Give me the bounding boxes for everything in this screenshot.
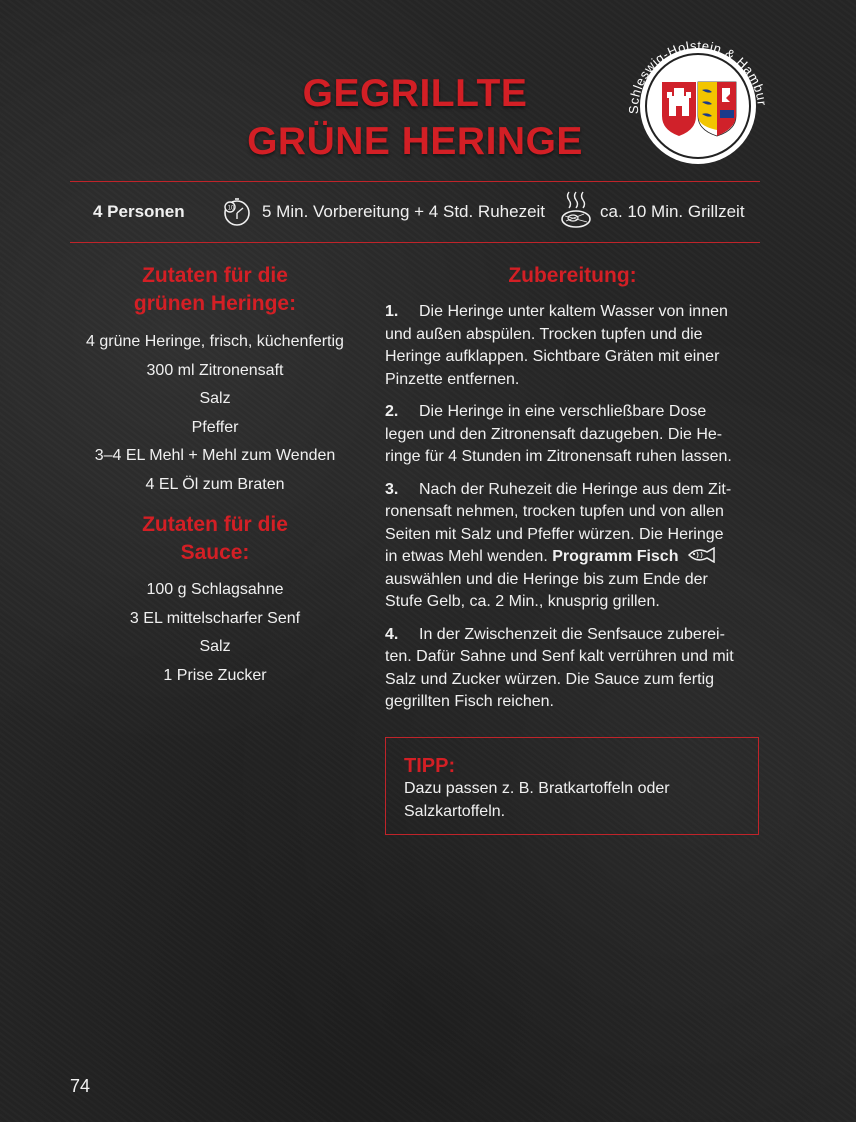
step-line: ringe für 4 Stunden im Zitronensaft ruhen lassen. bbox=[385, 448, 732, 465]
list-item: 300 ml Zitronensaft bbox=[146, 361, 284, 379]
step-number: 4. bbox=[385, 625, 399, 643]
ingredients-herring bbox=[70, 262, 360, 499]
tip-line: Dazu passen z. B. Bratkartoffeln oder bbox=[404, 780, 670, 797]
steak-icon bbox=[557, 190, 595, 230]
tip-line: Salzkartoffeln. bbox=[404, 802, 506, 820]
ingredients-sauce-title-line2: Sauce: bbox=[180, 541, 250, 564]
list-item: Pfeffer bbox=[191, 418, 239, 436]
list-item: Salz bbox=[199, 390, 231, 407]
step-1 bbox=[385, 301, 760, 391]
region-badge-icon bbox=[622, 22, 774, 174]
step-number: 3. bbox=[385, 480, 399, 498]
step-line: und außen abspülen. Trocken tupfen und die bbox=[385, 325, 703, 343]
list-item: 4 EL Öl zum Braten bbox=[145, 475, 285, 493]
list-item: 3 EL mittelscharfer Senf bbox=[129, 609, 301, 627]
svg-text:10: 10 bbox=[227, 205, 235, 212]
schleswig-holstein-crest-icon bbox=[698, 82, 736, 136]
preparation bbox=[385, 262, 760, 724]
step-line: Die Heringe in eine verschließbare Dose bbox=[419, 403, 707, 420]
info-bar bbox=[70, 190, 760, 234]
tip-box bbox=[385, 737, 759, 835]
recipe-title-line2: GRÜNE HERINGE bbox=[247, 120, 583, 163]
fish-icon bbox=[687, 547, 717, 563]
step-line: ten. Dafür Sahne und Senf kalt verrühren und mit bbox=[385, 648, 734, 665]
ingredients-herring-title-line2: grünen Heringe: bbox=[133, 292, 297, 315]
step-4 bbox=[385, 624, 760, 714]
step-line: in etwas Mehl wenden. bbox=[385, 548, 548, 565]
list-item: 100 g Schlagsahne bbox=[146, 581, 284, 598]
recipe-title-line1: GEGRILLTE bbox=[302, 72, 528, 115]
step-line: gegrillten Fisch reichen. bbox=[385, 693, 554, 710]
list-item: 3–4 EL Mehl + Mehl zum Wenden bbox=[94, 447, 336, 464]
ingredients-sauce bbox=[70, 511, 360, 690]
servings: 4 Personen bbox=[93, 202, 185, 221]
region-badge bbox=[622, 22, 774, 174]
step-line: Stufe Gelb, ca. 2 Min., knusprig grillen. bbox=[385, 593, 660, 610]
ingredient-list bbox=[70, 576, 360, 690]
badge-text: Schleswig-Holstein & Hambur bbox=[625, 37, 770, 115]
page-number: 74 bbox=[70, 1076, 91, 1096]
step-3 bbox=[385, 479, 760, 614]
step-line: Pinzette entfernen. bbox=[385, 370, 520, 388]
ingredients-sauce-title bbox=[70, 511, 360, 567]
step-line: ronensaft nehmen, trocken tupfen und von allen bbox=[385, 503, 724, 520]
step-2 bbox=[385, 401, 760, 469]
step-line: auswählen und die Heringe bis zum Ende der bbox=[385, 570, 708, 588]
recipe-title bbox=[150, 70, 680, 166]
step-line: Nach der Ruhezeit die Heringe aus dem Zit- bbox=[419, 480, 732, 498]
hamburg-crest-icon bbox=[662, 82, 696, 136]
preparation-title: Zubereitung: bbox=[508, 264, 637, 287]
list-item: 4 grüne Heringe, frisch, küchenfertig bbox=[86, 333, 344, 350]
grill-time: ca. 10 Min. Grillzeit bbox=[600, 202, 745, 221]
step-line: Salz und Zucker würzen. Die Sauce zum fertig bbox=[385, 670, 715, 688]
divider-top bbox=[70, 181, 760, 182]
timer-icon bbox=[219, 194, 255, 228]
step-number: 2. bbox=[385, 403, 399, 420]
step-number: 1. bbox=[385, 303, 399, 320]
step-line: legen und den Zitronensaft dazugeben. Die He- bbox=[385, 425, 723, 443]
ingredients-herring-title-line1: Zutaten für die bbox=[142, 264, 288, 287]
ingredients-herring-title bbox=[70, 262, 360, 318]
step-line: Heringe aufklappen. Sichtbare Gräten mit einer bbox=[385, 348, 720, 365]
list-item: 1 Prise Zucker bbox=[163, 666, 267, 684]
list-item: Salz bbox=[199, 638, 231, 655]
step-line: Die Heringe unter kaltem Wasser von innen bbox=[419, 303, 728, 320]
program-label: Programm Fisch bbox=[552, 548, 679, 565]
divider-bottom bbox=[70, 242, 760, 243]
ingredients-sauce-title-line1: Zutaten für die bbox=[142, 513, 288, 536]
prep-time: 5 Min. Vorbereitung + 4 Std. Ruhezeit bbox=[262, 202, 546, 221]
step-line: In der Zwischenzeit die Senfsauce zuberei- bbox=[419, 625, 725, 643]
tip-title: TIPP: bbox=[404, 755, 456, 777]
step-line: Seiten mit Salz und Pfeffer würzen. Die Heringe bbox=[385, 525, 724, 543]
ingredient-list bbox=[70, 328, 360, 499]
